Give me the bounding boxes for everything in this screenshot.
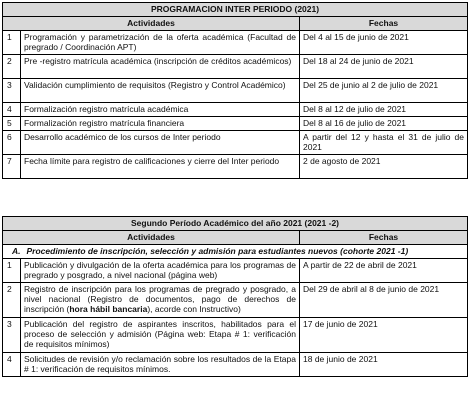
date-cell: 17 de junio de 2021 — [300, 318, 468, 353]
second-period-title: Segundo Período Académico del año 2021 (2021 -2) — [3, 217, 468, 231]
dates-header: Fechas — [300, 231, 468, 245]
date-cell: Del 18 al 24 de junio de 2021 — [300, 55, 468, 79]
row-number: 1 — [3, 259, 21, 283]
table-row — [3, 318, 468, 353]
activity-cell: Pre -registro matrícula académica (inscripción de créditos académicos) — [21, 55, 300, 79]
activity-cell: Fecha límite para registro de calificaciones y cierre del Inter periodo — [21, 155, 300, 179]
activities-header: Actividades — [3, 17, 300, 31]
date-cell: 2 de agosto de 2021 — [300, 155, 468, 179]
activity-text: ), acorde con Instructivo) — [147, 304, 241, 315]
table-row — [3, 283, 468, 318]
date-cell: Del 8 al 12 de julio de 2021 — [300, 103, 468, 117]
section-heading — [3, 245, 468, 259]
activity-cell: Publicación y divulgación de la oferta académica para los programas de pregrado y posgrado, a nivel nacional (página web) — [21, 259, 300, 283]
activity-cell: Desarrollo académico de los cursos de Inter periodo — [21, 131, 300, 155]
row-number: 4 — [3, 103, 21, 117]
activity-cell: Publicación del registro de aspirantes inscritos, habilitados para el proceso de selección y admisión (Página web: Etapa # 1: verificación de requisitos mínimos) — [21, 318, 300, 353]
second-period-table — [2, 216, 468, 377]
row-number: 3 — [3, 318, 21, 353]
inter-period-table — [2, 2, 468, 179]
table-row — [3, 353, 468, 377]
table-row — [3, 117, 468, 131]
date-cell: A partir de 22 de abril de 2021 — [300, 259, 468, 283]
row-number: 1 — [3, 31, 21, 55]
date-cell: Del 29 de abril al 8 de junio de 2021 — [300, 283, 468, 318]
date-cell: Del 25 de junio al 2 de julio de 2021 — [300, 79, 468, 103]
row-number: 3 — [3, 79, 21, 103]
activity-bold-text: hora hábil bancaria — [69, 304, 148, 315]
inter-period-title: PROGRAMACION INTER PERIODO (2021) — [3, 3, 468, 17]
table-row — [3, 31, 468, 55]
section-letter: A. — [12, 246, 21, 256]
activity-cell: Validación cumplimiento de requisitos (Registro y Control Académico) — [21, 79, 300, 103]
activity-cell: Solicitudes de revisión y/o reclamación sobre los resultados de la Etapa # 1: verificación de requisitos mínimos. — [21, 353, 300, 377]
row-number: 2 — [3, 283, 21, 318]
row-number: 5 — [3, 117, 21, 131]
date-cell: 18 de junio de 2021 — [300, 353, 468, 377]
table-row — [3, 259, 468, 283]
date-cell: A partir del 12 y hasta el 31 de julio de 2021 — [300, 131, 468, 155]
date-cell: Del 8 al 16 de julio de 2021 — [300, 117, 468, 131]
activity-text: Registro de inscripción para los programas de pregrado y posgrado, a nivel nacional (Registro de documentos, pago de derechos de inscripción ( — [24, 284, 296, 315]
row-number: 4 — [3, 353, 21, 377]
table-row — [3, 79, 468, 103]
date-cell: Del 4 al 15 de junio de 2021 — [300, 31, 468, 55]
table-row — [3, 55, 468, 79]
row-number: 6 — [3, 131, 21, 155]
row-number: 7 — [3, 155, 21, 179]
table-row — [3, 131, 468, 155]
dates-header: Fechas — [300, 17, 468, 31]
activities-header: Actividades — [3, 231, 300, 245]
section-title: Procedimiento de inscripción, selección y admisión para estudiantes nuevos (cohorte 2021 -1) — [26, 246, 409, 256]
row-number: 2 — [3, 55, 21, 79]
activity-cell — [21, 283, 300, 318]
activity-cell: Formalización registro matrícula académica — [21, 103, 300, 117]
table-row — [3, 155, 468, 179]
table-row — [3, 103, 468, 117]
activity-cell: Formalización registro matrícula financiera — [21, 117, 300, 131]
activity-cell: Programación y parametrización de la oferta académica (Facultad de pregrado / Coordinación APT) — [21, 31, 300, 55]
